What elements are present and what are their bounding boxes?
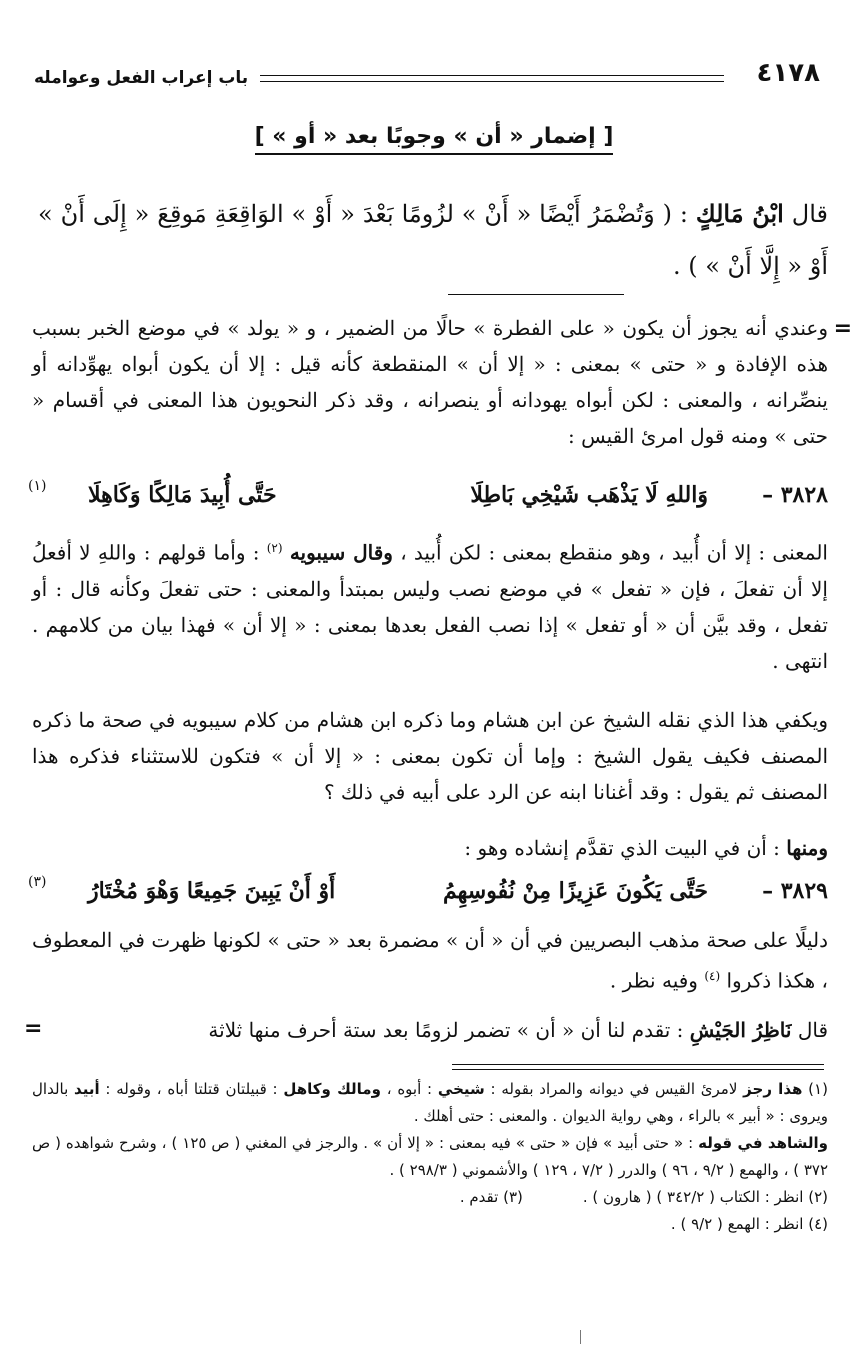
footnote-1-bold-b: شيخي [437, 1080, 485, 1098]
footnote-3: (٣) تقدم . [459, 1188, 523, 1206]
p2-text-b: : وأما قولهم : واللهِ لا أفعلُ إلا أن تفعلَ ، فإن « تفعل » في موضع نصب وليس بمبتدأ والمعنى : حتى تفعلَ وكأنه قال : أو تفعل ، وقد بيَّن أن « أو تفعل » إذا نصب الفعل بعدها بمعنى : « إلا أن » فهذا بيان من كلامهم . انتهى . [32, 540, 828, 673]
paragraph-1: وعندي أنه يجوز أن يكون « على الفطرة » حالًا من الضمير ، و « يولد » في موضع الخبر بسبب هذه الإفادة و « حتى » بمعنى : « إلا أن » المنقطعة كأنه قيل : إلا أن يكون أبواه يهوِّدانه أو ينصِّرانه ، والمعنى : لكن أبواه يهودانه أو ينصرانه ، وقد ذكر النحويون هذا المعنى في أقسام « حتى » ومنه قول امرئ القيس : [32, 316, 828, 448]
verse-number: ٣٨٢٩ – [762, 878, 828, 904]
footnote-1 [32, 1076, 828, 1130]
quote-author: ابْنُ مَالِكٍ [695, 199, 784, 228]
footnote-1-bold-c: ومالك وكاهل [283, 1080, 381, 1098]
paragraph-4 [32, 830, 828, 866]
ibn-malik-quote [38, 188, 828, 292]
footnote-separator [452, 1064, 824, 1070]
footnote-row-2-3 [32, 1184, 828, 1211]
footnote-1-text-a: لامرئ القيس في ديوانه والمراد بقوله : [490, 1080, 738, 1098]
verse-3829 [28, 874, 828, 914]
p5-text-b: وفيه نظر . [609, 968, 698, 993]
verse-hemistich-2: حَتَّى أُبِيدَ مَالِكًا وَكَاهِلَا [88, 482, 277, 508]
p6-text: : تقدم لنا أن « أن » تضمر لزومًا بعد ستة أحرف منها ثلاثة [208, 1018, 684, 1042]
footnote-1-bold-a: هذا رجز [743, 1080, 803, 1098]
paragraph-6 [32, 1012, 828, 1048]
quote-text: : ( وَتُضْمَرُ أَيْضًا « أَنْ » لزُومًا بَعْدَ « أَوْ » الوَاقِعَةِ مَوقِعَ « إِلَى أَنْ » أَوْ « إِلَّا أَنْ » ) . [38, 200, 828, 280]
paragraph-2 [32, 530, 828, 679]
section-title-wrap [0, 124, 868, 155]
verse-hemistich-1: وَاللهِ لَا يَذْهَب شَيْخِي بَاطِلَا [470, 482, 708, 508]
verse-hemistich-1: حَتَّى يَكُونَ عَزِيزًا مِنْ نُفُوسِهِمُ [442, 878, 708, 904]
p4-text: : أن في البيت الذي تقدَّم إنشاده وهو : [464, 836, 780, 860]
continuation-mark-end: = [24, 1016, 43, 1041]
p5-text-a: دليلًا على صحة مذهب البصريين في أن « أن » مضمرة بعد « حتى » لكونها ظهرت في المعطوف ، هكذا ذكروا [32, 928, 828, 993]
paragraph-3: ويكفي هذا الذي نقله الشيخ عن ابن هشام وما ذكره ابن هشام من كلام سيبويه في صحة ما ذكره المصنف فكيف يقول الشيخ : وإما أن تكون بمعنى : « إلا أن » فتكون للاستثناء فذكره هذا المصنف ثم يقول : وقد أغنانا ابنه عن الرد على أبيه في ذلك ؟ [32, 708, 828, 804]
continuation-mark-start: = [833, 316, 852, 341]
page-header [34, 58, 820, 94]
sibawayh-name: وقال سيبويه [289, 540, 393, 565]
footnotes [32, 1076, 828, 1238]
verse-hemistich-2: أَوْ أَنْ يَبِينَ جَمِيعًا وَهْوَ مُخْتَارُ [88, 878, 336, 904]
footnote-ref-4: (٤) [704, 969, 721, 983]
footnote-1-cont [32, 1130, 828, 1184]
nazir-al-jaysh-name: نَاظِرُ الجَيْشِ [689, 1018, 792, 1042]
footnote-1-bold-e: والشاهد في قوله [698, 1134, 828, 1152]
footnote-1-text-d: بالدال ويروى : « أبير » بالراء ، وهي رواية الديوان . والمعنى : حتى أهلك . [32, 1080, 828, 1125]
verse-number: ٣٨٢٨ – [762, 482, 828, 508]
verse-footnote-ref: (١) [28, 478, 47, 494]
header-rule [260, 75, 724, 82]
page-bottom-tick [580, 1330, 583, 1344]
p6-prefix: قال [797, 1018, 828, 1042]
section-title: [ إضمار « أن » وجوبًا بعد « أو » ] [255, 124, 614, 155]
p4-lead: ومنها [786, 836, 828, 860]
quote-separator [448, 294, 624, 295]
footnote-4: (٤) انظر : الهمع ( ٩/٢ ) . [670, 1215, 828, 1233]
footnote-1-number: (١) [808, 1080, 828, 1098]
footnote-1-text-c: : قبيلتان قتلتا أباه ، وقوله : [105, 1080, 278, 1098]
p2-text-a: المعنى : إلا أن أُبيد ، وهو منقطع بمعنى : لكن أُبيد ، [400, 540, 828, 565]
footnote-1-bold-d: أبيد [74, 1080, 100, 1098]
paragraph-5 [32, 922, 828, 999]
quote-prefix: قال [791, 200, 828, 228]
chapter-title: باب إعراب الفعل وعوامله [34, 68, 249, 88]
footnote-1-text-e: : « حتى أبيد » فإن « حتى » فيه بمعنى : « إلا أن » . والرجز في المغني ( ص ١٢٥ ) ، وشرح شواهده ( ص ٣٧٢ ) ، والهمع ( ٩/٢ ، ٩٦ ) والدرر ( ٧/٢ ، ١٢٩ ) والأشموني ( ٢٩٨/٣ ) . [32, 1134, 828, 1179]
footnote-ref-2: (٢) [266, 541, 283, 555]
verse-3828 [28, 478, 828, 518]
page-number: ٤١٧٨ [756, 58, 820, 88]
verse-footnote-ref: (٣) [28, 874, 47, 890]
footnote-2: (٢) انظر : الكتاب ( ٣٤٢/٢ ) ( هارون ) . [582, 1188, 828, 1206]
footnote-1-text-b: : أبوه ، [386, 1080, 433, 1098]
